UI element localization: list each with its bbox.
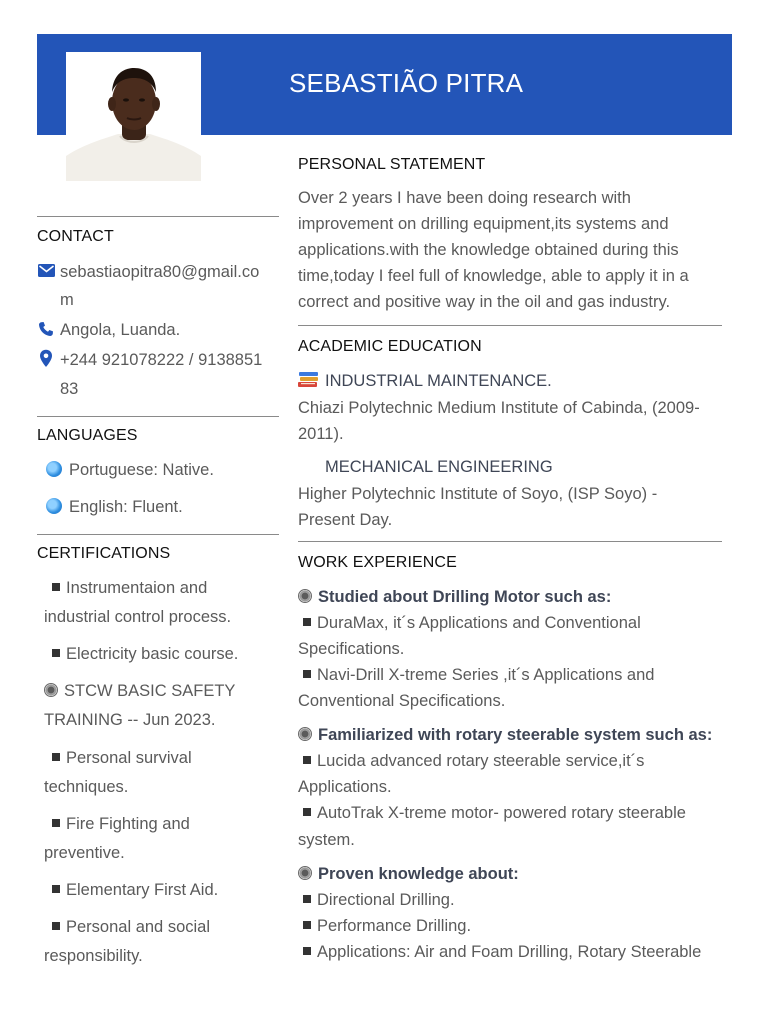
certification-item: Personal survival [52, 744, 192, 774]
work-item: DuraMax, it´s Applications and Conventional [303, 610, 641, 636]
personal-statement-title: PERSONAL STATEMENT [298, 156, 486, 173]
square-bullet-icon [303, 756, 311, 764]
square-bullet-icon [303, 895, 311, 903]
candidate-name: SEBASTIÃO PITRA [289, 68, 524, 98]
certification-item-cont: TRAINING -- Jun 2023. [44, 711, 216, 729]
language-item: English: Fluent. [46, 493, 183, 523]
square-bullet-icon [52, 819, 60, 827]
language-item: Portuguese: Native. [46, 456, 214, 486]
education-detail-line: Chiazi Polytechnic Medium Institute of Cabinda, (2009- [298, 399, 700, 417]
education-title: ACADEMIC EDUCATION [298, 338, 482, 355]
email-text-line1[interactable]: sebastiaopitra80@gmail.co [60, 263, 260, 281]
personal-statement-line: Over 2 years I have been doing research with [298, 189, 631, 207]
books-icon [298, 371, 319, 388]
certification-item-cont: preventive. [44, 844, 125, 862]
work-item-cont: Conventional Specifications. [298, 692, 506, 710]
work-item-cont: Specifications. [298, 640, 405, 658]
globe-icon [46, 461, 62, 477]
location-text: Angola, Luanda. [60, 321, 181, 339]
radio-button-icon [298, 866, 312, 880]
certification-item: Instrumentaion and [52, 574, 207, 604]
email-text-line2[interactable]: m [60, 291, 74, 309]
divider [298, 541, 722, 542]
work-item: Directional Drilling. [303, 887, 455, 913]
certification-item: Electricity basic course. [52, 640, 238, 670]
square-bullet-icon [303, 808, 311, 816]
square-bullet-icon [303, 670, 311, 678]
phone-text-line2[interactable]: 83 [60, 380, 79, 398]
work-group-heading: Proven knowledge about: [298, 861, 519, 887]
radio-button-icon [298, 589, 312, 603]
profile-photo [66, 52, 201, 181]
work-item: Navi-Drill X-treme Series ,it´s Applications and [303, 662, 654, 688]
education-degree: MECHANICAL ENGINEERING [325, 458, 553, 476]
divider [37, 216, 279, 217]
phone-text-line1[interactable]: +244 921078222 / 9138851 [60, 351, 263, 369]
phone-icon [38, 321, 54, 337]
education-detail-line: Present Day. [298, 511, 393, 529]
work-item: Applications: Air and Foam Drilling, Rotary Steerable [303, 939, 701, 965]
square-bullet-icon [303, 618, 311, 626]
personal-statement-line: applications.with the knowledge obtained during this [298, 241, 679, 259]
square-bullet-icon [303, 921, 311, 929]
certification-item: Fire Fighting and [52, 810, 190, 840]
certification-item-cont: techniques. [44, 778, 129, 796]
certification-item: Personal and social [52, 913, 210, 943]
radio-button-icon [44, 683, 58, 697]
contact-title: CONTACT [37, 228, 114, 245]
divider [37, 416, 279, 417]
certification-item-cont: industrial control process. [44, 608, 232, 626]
location-pin-icon [39, 349, 53, 368]
square-bullet-icon [52, 649, 60, 657]
education-detail-line: Higher Polytechnic Institute of Soyo, (ISP Soyo) - [298, 485, 658, 503]
work-experience-title: WORK EXPERIENCE [298, 554, 457, 571]
square-bullet-icon [52, 922, 60, 930]
work-item-cont: system. [298, 831, 355, 849]
square-bullet-icon [52, 583, 60, 591]
work-item-cont: Applications. [298, 778, 392, 796]
divider [298, 325, 722, 326]
languages-title: LANGUAGES [37, 427, 138, 444]
work-item: AutoTrak X-treme motor- powered rotary steerable [303, 800, 686, 826]
work-item: Performance Drilling. [303, 913, 471, 939]
certification-item-cont: responsibility. [44, 947, 143, 965]
education-detail-line: 2011). [298, 425, 344, 443]
work-group-heading: Familiarized with rotary steerable system such as: [298, 722, 712, 748]
divider [37, 534, 279, 535]
square-bullet-icon [52, 885, 60, 893]
certification-item: STCW BASIC SAFETY [44, 677, 235, 707]
work-group-heading: Studied about Drilling Motor such as: [298, 584, 611, 610]
personal-statement-line: improvement on drilling equipment,its systems and [298, 215, 669, 233]
work-item: Lucida advanced rotary steerable service,it´s [303, 748, 644, 774]
square-bullet-icon [303, 947, 311, 955]
email-icon [38, 264, 55, 277]
certification-item: Elementary First Aid. [52, 876, 218, 906]
certifications-title: CERTIFICATIONS [37, 545, 171, 562]
personal-statement-line: time,today I feel full of knowledge, able to apply it in a [298, 267, 689, 285]
globe-icon [46, 498, 62, 514]
square-bullet-icon [52, 753, 60, 761]
personal-statement-line: correct and positive way in the oil and gas industry. [298, 293, 671, 311]
radio-button-icon [298, 727, 312, 741]
education-degree: INDUSTRIAL MAINTENANCE. [298, 368, 552, 394]
